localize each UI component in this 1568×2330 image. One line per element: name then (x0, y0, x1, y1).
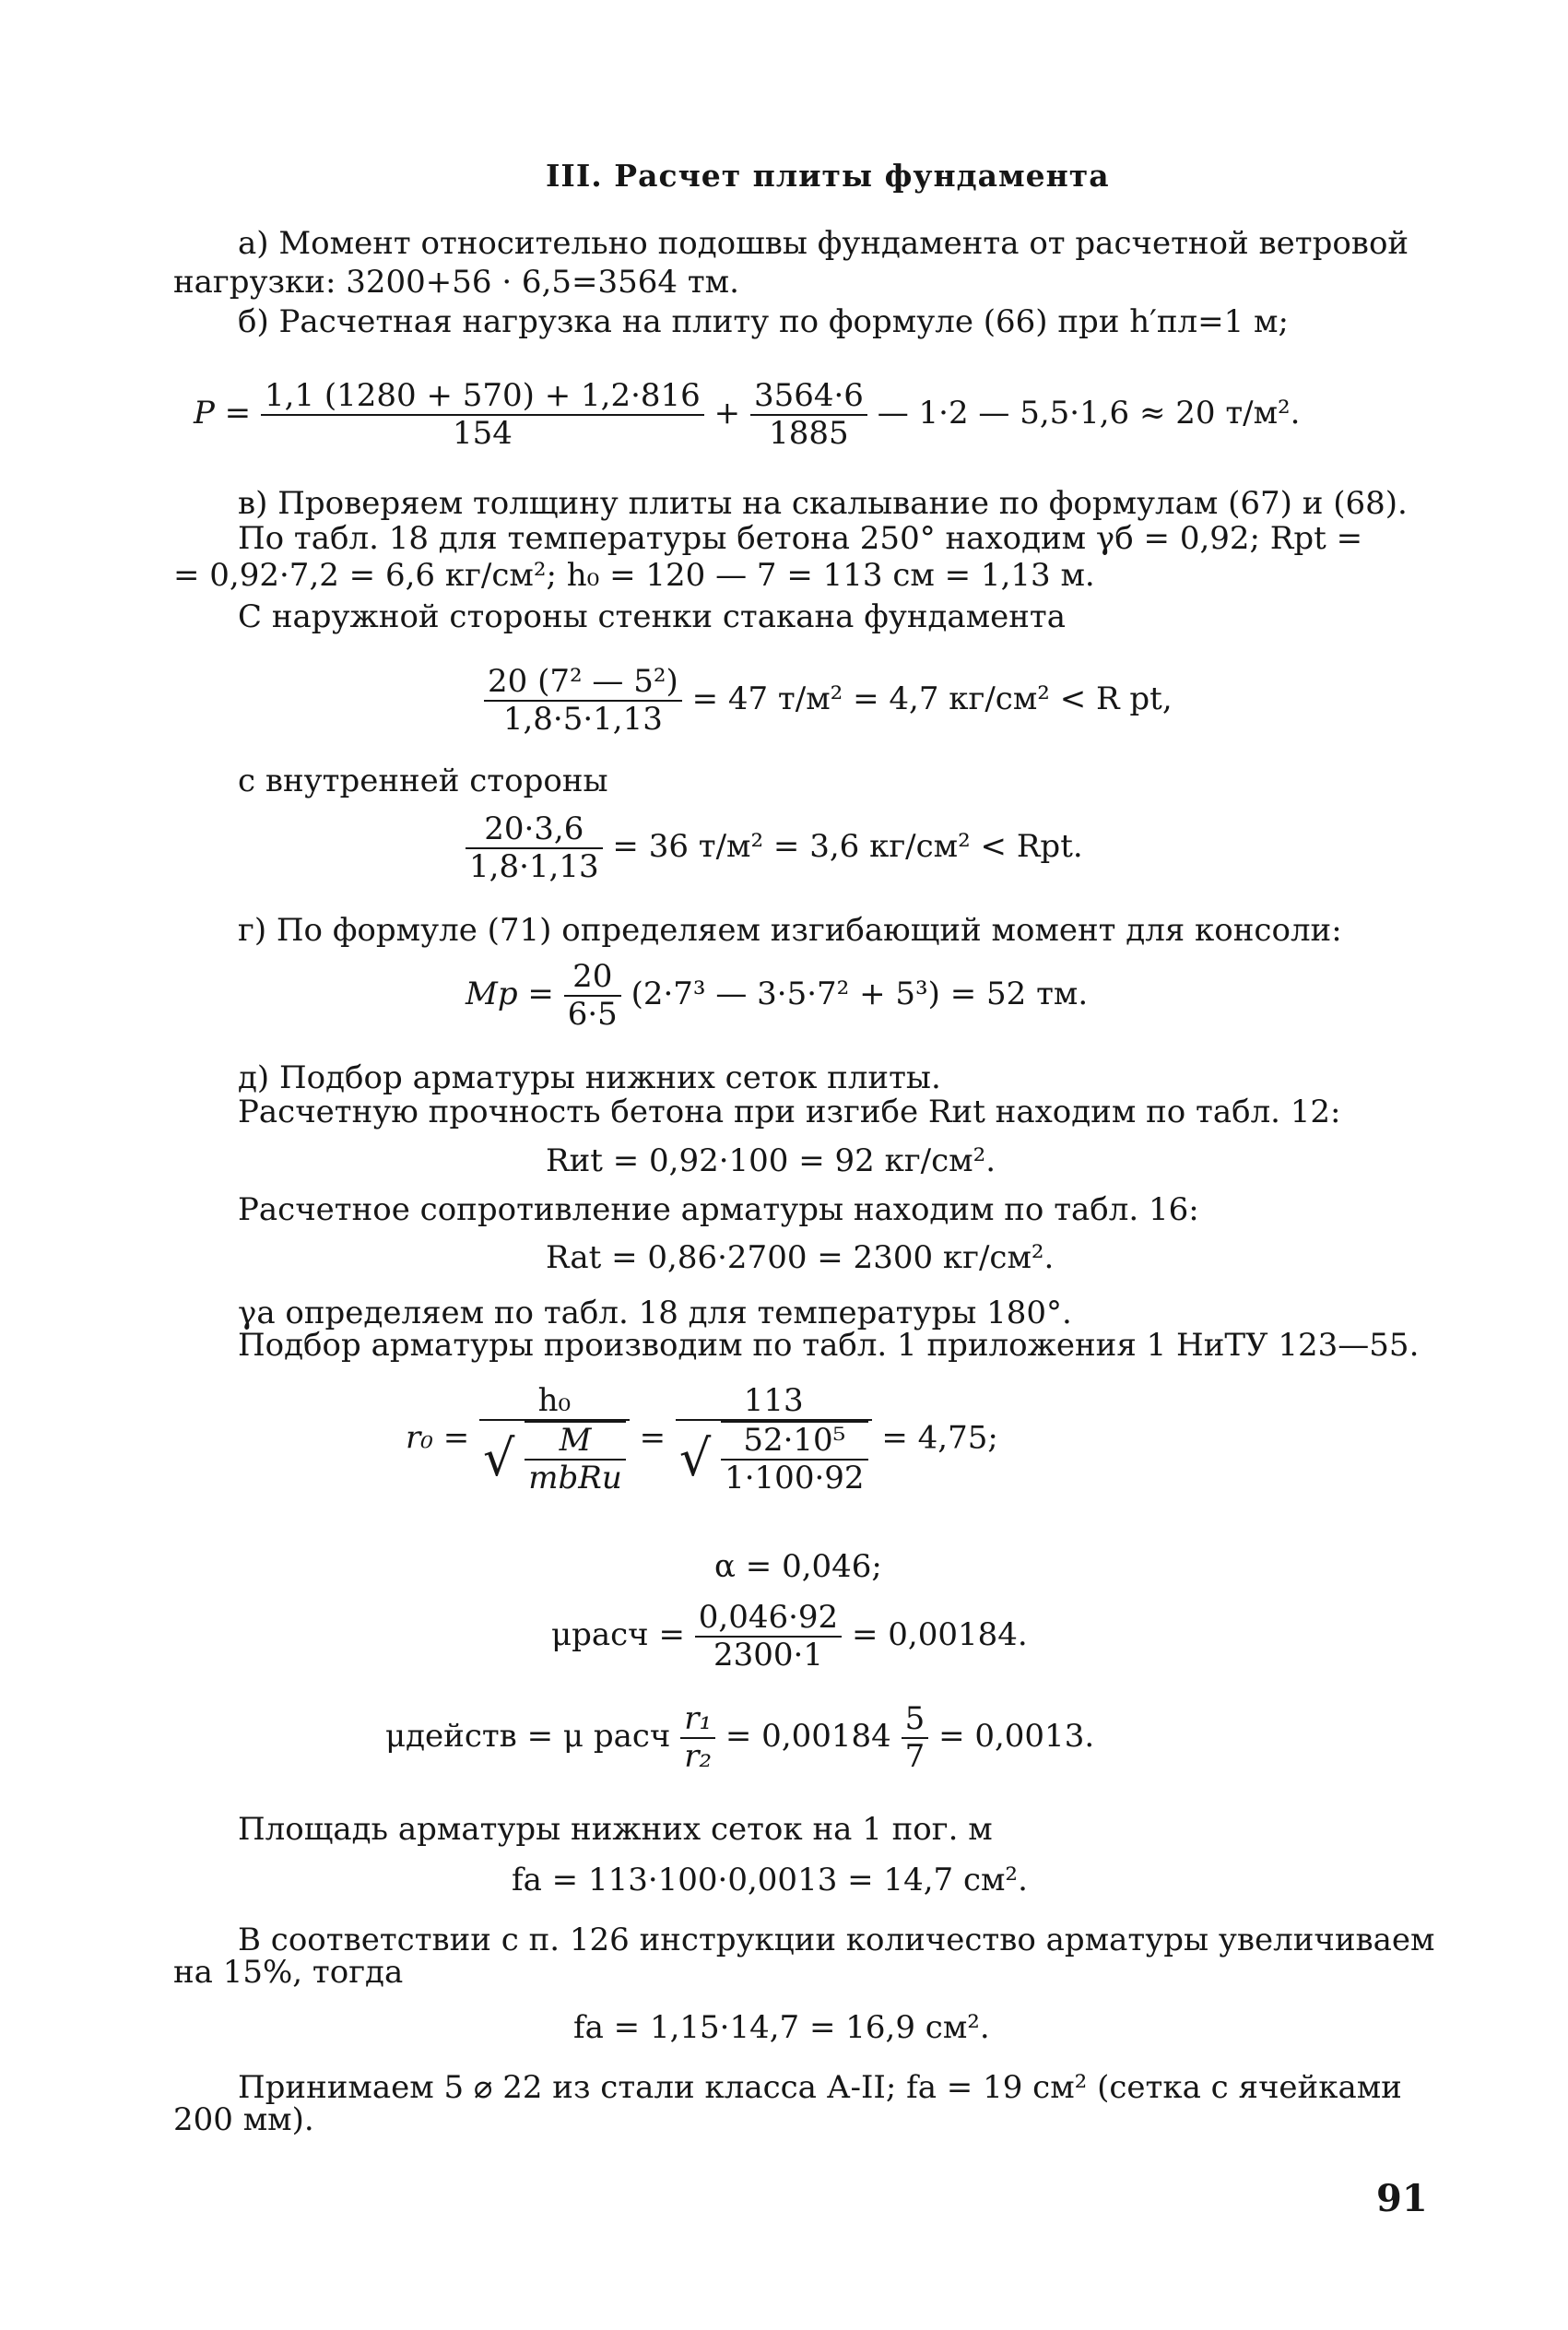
eq-p-fraction-1 (261, 378, 704, 452)
para-v-line-3: = 0,92·7,2 = 6,6 кг/см²; h₀ = 120 — 7 = 113 см = 1,13 м. (173, 557, 1095, 594)
para-ga-line-2: Подбор арматуры производим по табл. 1 приложения 1 НиТУ 123—55. (238, 1327, 1420, 1364)
para-final-line-1: Принимаем 5 ⌀ 22 из стали класса А-II; fа = 19 см² (сетка с ячейками (238, 2069, 1402, 2106)
eq-r0-fraction-2 (676, 1383, 872, 1496)
para-area: Площадь арматуры нижних сеток на 1 пог. м (238, 1811, 993, 1848)
eq-p-num1: 1,1 (1280 + 570) + 1,2·816 (261, 378, 704, 416)
para-final-line-2: 200 мм). (173, 2101, 314, 2138)
para-d-line-1: д) Подбор арматуры нижних сеток плиты. (238, 1059, 941, 1096)
eq-mu-deistv-num1: r₁ (680, 1701, 715, 1739)
eq-p-den1: 154 (452, 415, 513, 453)
eq-r0-inner-num1: M (525, 1423, 626, 1461)
inner-side-label: с внутренней стороны (238, 763, 608, 799)
eq-r0-inner-fraction-2 (721, 1421, 867, 1496)
eq-mu-deistv-rhs: = 0,0013. (938, 1718, 1095, 1756)
eq-m-rhs: (2·7³ — 3·5·7² + 5³) = 52 тм. (631, 976, 1089, 1013)
para-d-line-2: Расчетную прочность бетона при изгибе Rиt находим по табл. 12: (238, 1094, 1341, 1130)
eq-r0-den2-radical (676, 1421, 872, 1496)
eq-inner-num: 20·3,6 (466, 811, 603, 849)
equation-fa-2: fа = 1,15·14,7 = 16,9 см². (573, 2009, 990, 2046)
eq-p-den2: 1885 (769, 415, 849, 453)
eq-r0-inner-den2: 1·100·92 (725, 1460, 865, 1497)
eq-mu-deistv-lhs: μдейств = μ расч (385, 1718, 671, 1756)
equation-outer-side (484, 664, 1173, 738)
para-126-line-1: В соответствии с п. 126 инструкции количество арматуры увеличиваем (238, 1922, 1435, 1958)
eq-r0-den1-radical (479, 1421, 630, 1496)
equation-moment (466, 959, 1088, 1033)
eq-r0-inner-den1: mbRи (528, 1460, 622, 1497)
eq-mu-deistv-num2: 5 (902, 1701, 929, 1739)
equation-mu-rasch (551, 1600, 1028, 1674)
para-v-line-4: С наружной стороны стенки стакана фундамента (238, 598, 1067, 635)
eq-m-den: 6·5 (567, 996, 618, 1034)
eq-r0-rhs: = 4,75; (881, 1419, 998, 1457)
equation-inner-side (466, 811, 1083, 885)
eq-m-num: 20 (564, 959, 621, 997)
eq-mu-deistv-den2: 7 (904, 1738, 925, 1776)
eq-p-lhs: P = (194, 395, 252, 432)
para-ga-line-1: γа определяем по табл. 18 для температуры 180°. (238, 1295, 1072, 1331)
eq-r0-num2: 113 (676, 1383, 872, 1421)
para-ra: Расчетное сопротивление арматуры находим по табл. 16: (238, 1191, 1199, 1228)
para-a-line-1: а) Момент относительно подошвы фундамента от расчетной ветровой (238, 225, 1409, 262)
eq-r0-inner-fraction-1 (525, 1421, 626, 1496)
section-heading: III. Расчет плиты фундамента (546, 158, 1110, 194)
eq-p-plus: + (713, 395, 741, 432)
eq-r0-inner-num2: 52·10⁵ (721, 1423, 867, 1461)
para-b: б) Расчетная нагрузка на плиту по формуле (66) при h′пл=1 м; (238, 303, 1289, 340)
eq-r0-fraction-1 (479, 1383, 630, 1496)
eq-mu-deistv-mid: = 0,00184 (725, 1718, 891, 1756)
equation-rit: Rиt = 0,92·100 = 92 кг/см². (546, 1142, 996, 1179)
equation-r0 (406, 1383, 998, 1496)
para-g: г) По формуле (71) определяем изгибающий момент для консоли: (238, 912, 1342, 949)
para-126-line-2: на 15%, тогда (173, 1954, 404, 1991)
para-a-line-2: нагрузки: 3200+56 · 6,5=3564 тм. (173, 264, 739, 301)
para-v-line-1: в) Проверяем толщину плиты на скалывание по формулам (67) и (68). (238, 485, 1408, 522)
equation-rat: Rat = 0,86·2700 = 2300 кг/см². (546, 1239, 1055, 1276)
eq-p-fraction-2 (750, 378, 867, 452)
eq-mu-rasch-rhs: = 0,00184. (851, 1616, 1028, 1654)
eq-mu-rasch-fraction (695, 1600, 842, 1674)
eq-mu-rasch-lhs: μрасч = (551, 1616, 685, 1654)
eq-r0-num1: h₀ (479, 1383, 630, 1421)
para-v-line-2: По табл. 18 для температуры бетона 250° находим γб = 0,92; Rpt = (238, 520, 1363, 557)
eq-p-num2: 3564·6 (750, 378, 867, 416)
eq-mu-deistv-fraction-1 (680, 1701, 715, 1775)
equation-mu-deistv (385, 1701, 1094, 1775)
equation-fa-1: fа = 113·100·0,0013 = 14,7 см². (512, 1862, 1028, 1898)
eq-mu-rasch-num: 0,046·92 (695, 1600, 842, 1638)
sqrt-icon: √ (483, 1429, 515, 1488)
eq-r0-lhs: r₀ = (406, 1419, 470, 1457)
eq-r0-equals: = (639, 1419, 666, 1457)
eq-mu-rasch-den: 2300·1 (713, 1637, 823, 1674)
eq-inner-den: 1,8·1,13 (469, 848, 599, 886)
equation-p (194, 378, 1301, 452)
eq-outer-den: 1,8·5·1,13 (502, 701, 663, 739)
eq-p-tail: — 1·2 — 5,5·1,6 ≈ 20 т/м². (877, 395, 1301, 432)
eq-mu-deistv-den1: r₂ (684, 1738, 713, 1776)
eq-m-lhs: Mp = (466, 976, 554, 1013)
eq-m-fraction (564, 959, 621, 1033)
eq-outer-num: 20 (7² — 5²) (484, 664, 682, 702)
eq-outer-rhs: = 47 т/м² = 4,7 кг/см² < R pt, (691, 680, 1173, 718)
page-number: 91 (1376, 2177, 1428, 2220)
equation-alpha: α = 0,046; (714, 1548, 882, 1585)
eq-outer-fraction (484, 664, 682, 738)
eq-inner-rhs: = 36 т/м² = 3,6 кг/см² < Rpt. (612, 828, 1083, 866)
sqrt-icon: √ (678, 1429, 712, 1488)
eq-inner-fraction (466, 811, 603, 885)
eq-mu-deistv-fraction-2 (902, 1701, 929, 1775)
